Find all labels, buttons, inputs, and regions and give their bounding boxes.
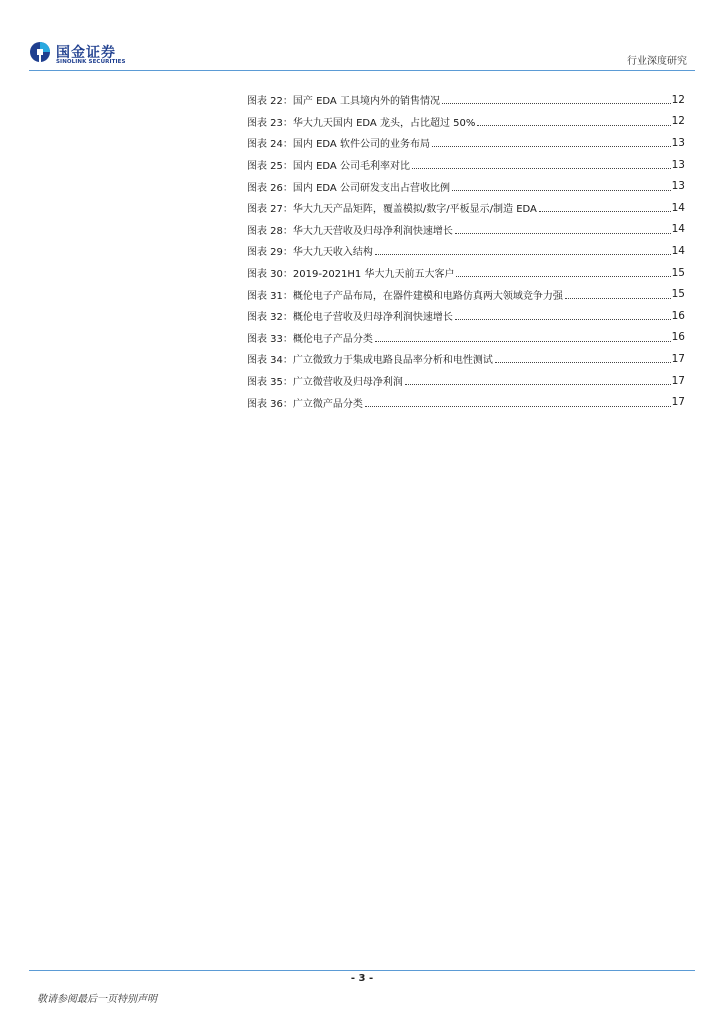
toc-entry-page: 17 (671, 374, 685, 387)
toc-leader-dots (405, 374, 671, 385)
toc-entry-label: 图表 35：广立微营收及归母净利润 (247, 377, 403, 389)
toc-entry[interactable] (247, 197, 685, 219)
toc-leader-dots (432, 136, 671, 147)
toc-entry[interactable] (247, 111, 685, 133)
toc-entry[interactable] (247, 240, 685, 262)
toc-entry[interactable] (247, 154, 685, 176)
logo-chinese-name: 国金证券 (56, 45, 116, 61)
toc-entry[interactable] (247, 370, 685, 392)
toc-entry[interactable] (247, 327, 685, 349)
toc-leader-dots (452, 180, 671, 191)
report-type: 行业深度研究 (627, 56, 687, 67)
toc-entry[interactable] (247, 391, 685, 413)
toc-leader-dots (477, 115, 670, 126)
toc-leader-dots (495, 352, 671, 363)
toc-entry[interactable] (247, 262, 685, 284)
toc-entry-label: 图表 22：国产 EDA 工具境内外的销售情况 (247, 96, 440, 108)
toc-entry[interactable] (247, 348, 685, 370)
toc-leader-dots (539, 201, 671, 212)
toc-leader-dots (442, 93, 671, 104)
toc-entry-label: 图表 30：2019-2021H1 华大九天前五大客户 (247, 269, 455, 281)
toc-entry[interactable] (247, 219, 685, 241)
toc-leader-dots (412, 158, 671, 169)
toc-entry-page: 12 (671, 93, 685, 106)
toc-entry[interactable] (247, 132, 685, 154)
toc-entry-page: 12 (671, 115, 685, 128)
company-logo (29, 41, 139, 69)
toc-entry-label: 图表 25：国内 EDA 公司毛利率对比 (247, 161, 410, 173)
toc-entry[interactable] (247, 283, 685, 305)
toc-entry-page: 17 (671, 352, 685, 365)
toc-entry-label: 图表 32：概伦电子营收及归母净利润快速增长 (247, 312, 453, 324)
toc-entry-label: 图表 31：概伦电子产品布局，在器件建模和电路仿真两大领域竞争力强 (247, 290, 563, 302)
toc-entry[interactable] (247, 305, 685, 327)
toc-leader-dots (365, 396, 671, 407)
footer-divider (29, 970, 695, 971)
toc-entry-page: 16 (671, 309, 685, 322)
toc-leader-dots (565, 288, 671, 299)
sinolink-logo-icon (29, 41, 51, 63)
toc-entry-page: 17 (671, 396, 685, 409)
toc-entry-label: 图表 28：华大九天营收及归母净利润快速增长 (247, 225, 453, 237)
toc-entry[interactable] (247, 175, 685, 197)
toc-entry-page: 14 (671, 223, 685, 236)
toc-leader-dots (375, 244, 671, 255)
header-divider (29, 70, 695, 71)
toc-entry-page: 13 (671, 136, 685, 149)
toc-entry-page: 15 (671, 288, 685, 301)
toc-entry-page: 14 (671, 244, 685, 257)
toc-entry-label: 图表 26：国内 EDA 公司研发支出占营收比例 (247, 182, 450, 194)
toc-entry-page: 13 (671, 180, 685, 193)
toc-entry-label: 图表 29：华大九天收入结构 (247, 247, 373, 259)
figure-index-list (247, 89, 685, 413)
toc-leader-dots (375, 331, 671, 342)
toc-entry-page: 16 (671, 331, 685, 344)
toc-entry-label: 图表 27：华大九天产品矩阵，覆盖模拟/数字/平板显示/制造 EDA (247, 204, 537, 216)
toc-entry-page: 13 (671, 158, 685, 171)
footer-disclaimer: 敬请参阅最后一页特别声明 (37, 994, 157, 1005)
logo-english-name: SINOLINK SECURITIES (56, 59, 126, 65)
toc-leader-dots (455, 223, 671, 234)
toc-entry-label: 图表 24：国内 EDA 软件公司的业务布局 (247, 139, 430, 151)
toc-entry-page: 14 (671, 201, 685, 214)
toc-entry-label: 图表 23：华大九天国内 EDA 龙头，占比超过 50% (247, 117, 476, 129)
toc-leader-dots (456, 266, 670, 277)
toc-entry[interactable] (247, 89, 685, 111)
toc-entry-label: 图表 33：概伦电子产品分类 (247, 333, 373, 345)
toc-entry-label: 图表 36：广立微产品分类 (247, 398, 363, 410)
page-number: - 3 - (350, 973, 374, 984)
toc-entry-label: 图表 34：广立微致力于集成电路良品率分析和电性测试 (247, 355, 493, 367)
toc-entry-page: 15 (671, 266, 685, 279)
toc-leader-dots (455, 309, 671, 320)
